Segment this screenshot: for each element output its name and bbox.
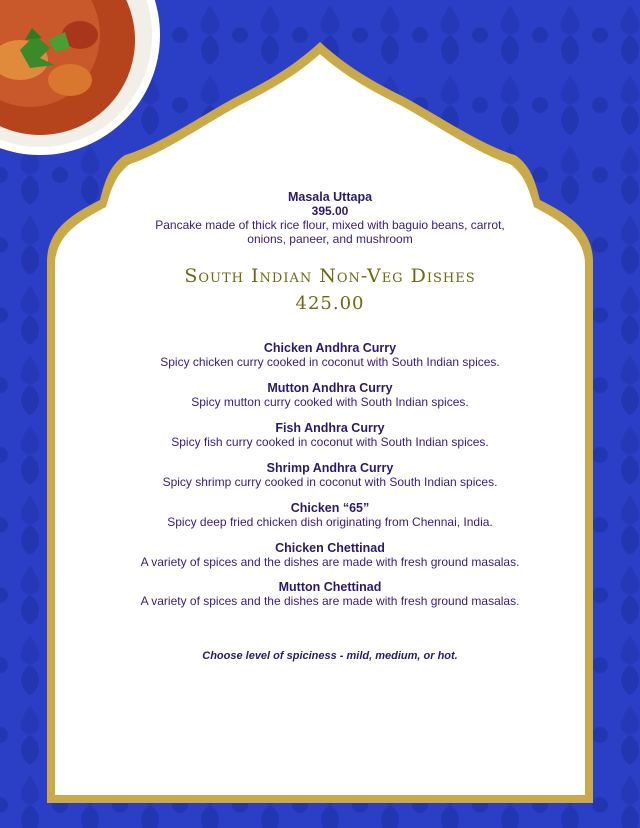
menu-item (60, 421, 600, 449)
curry-dish-photo (0, 0, 160, 170)
menu-item-masala-uttapa (60, 190, 600, 246)
menu-item (60, 461, 600, 489)
item-name: Mutton Andhra Curry (267, 381, 393, 395)
item-description: A variety of spices and the dishes are made with fresh ground masalas. (140, 594, 520, 608)
item-name: Fish Andhra Curry (275, 421, 385, 435)
item-name: Mutton Chettinad (278, 580, 382, 594)
spiciness-note: Choose level of spiciness - mild, medium, or hot. (202, 650, 458, 662)
menu-item (60, 381, 600, 409)
item-description: Spicy fish curry cooked in coconut with South Indian spices. (171, 435, 489, 449)
item-name: Masala Uttapa (287, 190, 373, 204)
menu-item (60, 541, 600, 569)
item-description: Spicy deep fried chicken dish originating from Chennai, India. (167, 515, 493, 529)
menu-item (60, 341, 600, 369)
item-description-line2: onions, paneer, and mushroom (247, 232, 413, 246)
item-name: Chicken “65” (290, 501, 370, 515)
menu-item (60, 501, 600, 529)
item-name: Chicken Chettinad (275, 541, 385, 555)
item-description-line1: Pancake made of thick rice flour, mixed with baguio beans, carrot, (155, 218, 505, 232)
section-price: 425.00 (295, 293, 365, 314)
item-price: 395.00 (311, 204, 349, 218)
item-description: Spicy shrimp curry cooked in coconut with South Indian spices. (162, 475, 498, 489)
menu-item (60, 580, 600, 608)
item-description: Spicy chicken curry cooked in coconut with South Indian spices. (160, 355, 500, 369)
section-title: South Indian Non-Veg Dishes (184, 265, 476, 287)
item-name: Chicken Andhra Curry (263, 341, 397, 355)
item-description: Spicy mutton curry cooked with South Indian spices. (191, 395, 469, 409)
item-description: A variety of spices and the dishes are made with fresh ground masalas. (140, 555, 520, 569)
item-name: Shrimp Andhra Curry (266, 461, 394, 475)
